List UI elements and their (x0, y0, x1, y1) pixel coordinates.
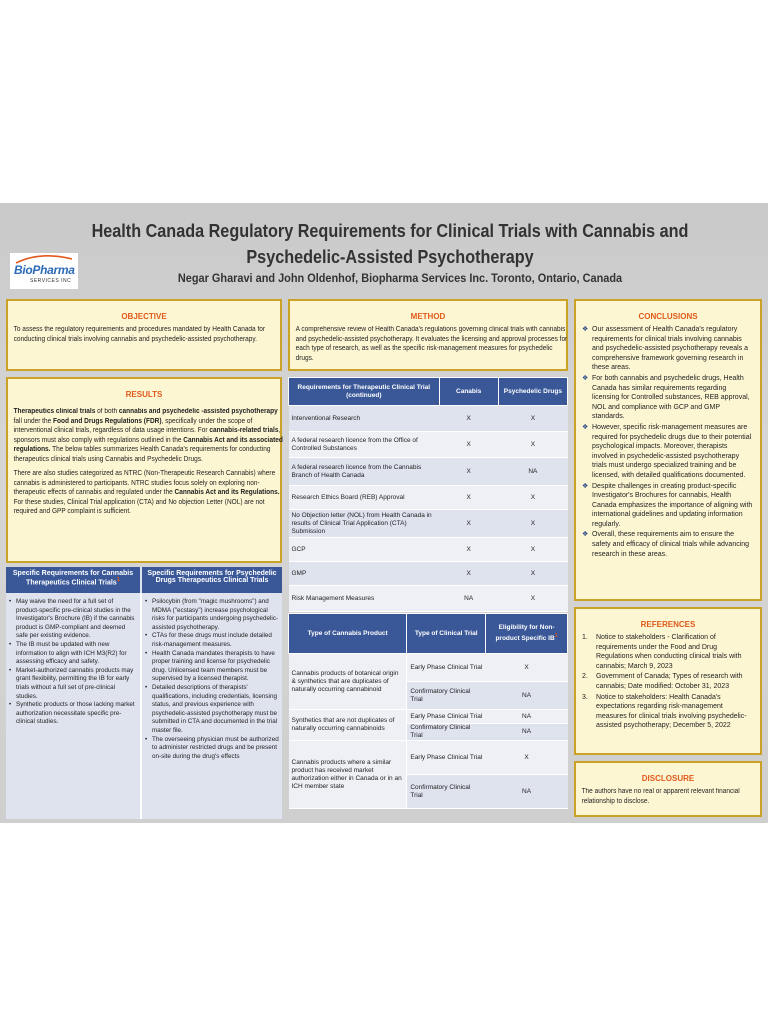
table-header: Eligibility for Non-product Specific $IB^1$ (486, 614, 568, 654)
table-header: Requirements for Therapeutic Clinical Trial (continued) (289, 378, 440, 406)
poster (0, 203, 768, 823)
table-row: Research Ethics Board (REB) Approval X X (289, 486, 568, 510)
diamond-bullet-icon: ❖ (582, 531, 589, 539)
list-item: ❖ Despite challenges in creating product-specific Investigator's Brochures for cannabis, Health Canada emphasizes the importance of aligning with international guidelines and updating information regularly. (582, 482, 753, 528)
table-row: GCP X X (289, 538, 568, 562)
diamond-bullet-icon: ❖ (582, 374, 589, 382)
poster-title: Health Canada Regulatory Requirements for Clinical Trials with Cannabis and Psychedelic-Assisted Psychotherapy (91, 221, 689, 267)
list-item: ❖ Overall, these requirements aim to ensure the safety and efficacy of clinical trials while advancing research in these areas. (582, 531, 750, 558)
logo-subtext: SERVICES INC (30, 278, 72, 284)
table-row: GMP X X (289, 562, 568, 586)
list-item: ❖ Our assessment of Health Canada's regulatory requirements for clinical trials involving cannabis and psychedelic-assisted psychotherapy reveals a comprehensive framework governing research in these areas. (582, 326, 749, 372)
list-item: • The IB must be updated with new information to align with ICH M3(R2) for assessing efficacy and safety. (9, 640, 127, 666)
list-item: 1. Notice to stakeholders - Clarification of requirements under the Food and Drug Regulations when conducting clinical trials with cannabis; March 9, 2023 (582, 634, 742, 670)
table-header: Type of Clinical Trial (407, 614, 486, 654)
list-item: ❖ For both cannabis and psychedelic drugs, Health Canada has similar requirements regarding licensing for Controlled substances, REB approval, NOL and compliance with GCP and GMP standards. (582, 374, 750, 421)
list-item: • Health Canada mandates therapists to have proper training and license for psychedelic drug. Unlicensed team members must be supervised by a licensed therapist. (145, 649, 275, 683)
cannabis-ib-eligibility-table (288, 613, 568, 809)
conclusions-box (574, 299, 762, 601)
results-heading: RESULTS (125, 390, 163, 399)
results-box (6, 377, 282, 563)
disclosure-text: The authors have no real or apparent relevant financial relationship to disclose. (581, 788, 740, 805)
list-item: 3. Notice to stakeholders: Health Canada's expectations regarding risk-management measures for clinical trials involving psychedelic-assisted psychotherapy; December 5, 2022 (582, 693, 747, 730)
table-row: Confirmatory Clinical Trial NA (289, 724, 568, 741)
list-item: • Market-authorized cannabis products may grant flexibility, permitting the IB for early trials without a full set of pre-clinical studies. (9, 666, 134, 700)
objective-heading: OBJECTIVE (121, 312, 167, 321)
cannabis-requirements-heading: Specific Requirements for Cannabis Therapeutics Clinical Trials$^1$ (6, 567, 140, 593)
list-item: • Synthetic products or those lacking market authorization necessitate specific pre-clinical studies. (9, 701, 135, 726)
list-item: ❖ However, specific risk-management measures are required for psychedelic drugs due to their potential psychological impacts. Moreover, therapists involved in psychedelic-assisted psychotherapy trials must undergo specialized training and be licensed, with detailed qualifications documented. (582, 423, 752, 479)
list-item: • Psilocybin (from "magic mushrooms") and MDMA ("ecstasy") increase psychological risks for participants undergoing psychedelic-assisted psychotherapy. (145, 598, 278, 631)
objective-box (6, 299, 282, 371)
references-list (576, 629, 760, 731)
objective-text: To assess the regulatory requirements and procedures mandated by Health Canada for conducting clinical trials involving cannabis and psychedelic-assisted psychotherapy. (13, 326, 266, 343)
table-header: Canabis (439, 378, 498, 406)
list-item: • May waive the need for a full set of product-specific pre-clinical studies in the Investigator's Brochure (IB) if the cannabis product is GMP-compliant and deemed safe per existing evidence. (9, 598, 135, 640)
disclosure-box (574, 761, 762, 817)
poster-authors: Negar Gharavi and John Oldenhof, Biopharma Services Inc. Toronto, Ontario, Canada (177, 273, 623, 285)
list-item: • The overseeing physician must be authorized to administer restricted drugs and be present on-site during the drug's effects (145, 735, 279, 760)
requirements-panel (6, 567, 282, 819)
table-row: Cannabis products of botanical origin & synthetics that are duplicates of naturally occurring cannabinoid Early Phase Clinical Trial X (289, 654, 568, 682)
cannabis-requirements-list (6, 595, 140, 727)
table-row: Confirmatory Clinical Trial NA (289, 775, 568, 809)
results-text (8, 399, 290, 517)
table-row: Interventional Research X X (289, 406, 568, 432)
table-header: Type of Cannabis Product (289, 614, 407, 654)
table-row: Synthetics that are not duplicates of naturally occurring cannabinoids Early Phase Clinical Trial NA (289, 710, 568, 724)
disclosure-heading: DISCLOSURE (641, 774, 695, 783)
table-row: A federal research licence from the Cannabis Branch of Health Canada X NA (289, 458, 568, 486)
list-item: 2. Government of Canada; Types of research with cannabis; Date modified: October 31, 2023 (582, 673, 743, 690)
conclusions-heading: CONCLUSIONS (638, 312, 698, 321)
table-row: Risk Management Measures NA X (289, 586, 568, 612)
psychedelic-requirements-heading: Specific Requirements for Psychedelic Drugs Therapeutics Clinical Trials (142, 567, 282, 593)
table-row: A federal research licence from the Office of Controlled Substances X X (289, 432, 568, 458)
diamond-bullet-icon: ❖ (582, 326, 589, 333)
method-box (288, 299, 568, 371)
references-box (574, 607, 762, 755)
table-row: Confirmatory Clinical Trial NA (289, 682, 568, 710)
diamond-bullet-icon: ❖ (582, 482, 589, 490)
results-paragraph-1: Therapeutics clinical trials of both cannabis and psychedelic -assisted psychotherapy fall under the Food and Drugs Regulations (FDR), specifically under the scope of interventional clinical trials, regardless of data usage intentions. For cannabis-related trials, sponsors must also comply with regulations outlined in the Cannabis Act and its associated regulations. The below tables summarizes Health Canada's requirements for conducting therapeutics clinical trials using Cannabis and Psychedelic Drugs. (13, 408, 283, 463)
biopharma-logo (10, 253, 78, 289)
list-item: • Detailed descriptions of therapists' qualifications, including credentials, licensing status, and previous experience with psychedelic-assisted psychotherapy must be submitted in CTA and documented in the trial master file. (145, 683, 278, 734)
requirements-table (288, 377, 568, 612)
table-row: No Objection letter (NOL) from Health Canada in results of Clinical Trial Application (CTA) Submission X X (289, 510, 568, 538)
table-row: Cannabis products where a similar product has received market authorization either in Canada or in an ICH member state Early Phase Clinical Trial X (289, 741, 568, 775)
method-text: A comprehensive review of Health Canada's regulations governing clinical trials with cannabis and psychedelic-assisted psychotherapy. It evaluates the licensing and approval processes for each type of research, as well as the specific risk-management measures for psychedelic drugs. (295, 326, 568, 362)
list-item: • CTAs for these drugs must include detailed risk-management measures. (145, 632, 272, 648)
results-paragraph-2: There are also studies categorized as NTRC (Non-Therapeutic Research Cannabis) where cannabis is administered to participants. NTRC studies focus solely on exploring non-therapeutic effects of cannabis and regulated under the Cannabis Act and its Regulations. For these studies, Clinical Trial application (CTA) and No objection Letter (NOL) are not required and GPP complaint is sufficient. (13, 470, 280, 515)
psychedelic-requirements-list (142, 595, 282, 761)
method-heading: METHOD (410, 312, 446, 321)
diamond-bullet-icon: ❖ (582, 423, 589, 431)
references-heading: REFERENCES (640, 620, 696, 629)
table-header: Psychedelic Drugs (498, 378, 567, 406)
conclusions-list (576, 321, 760, 559)
logo-text: BioPharma (14, 263, 75, 277)
